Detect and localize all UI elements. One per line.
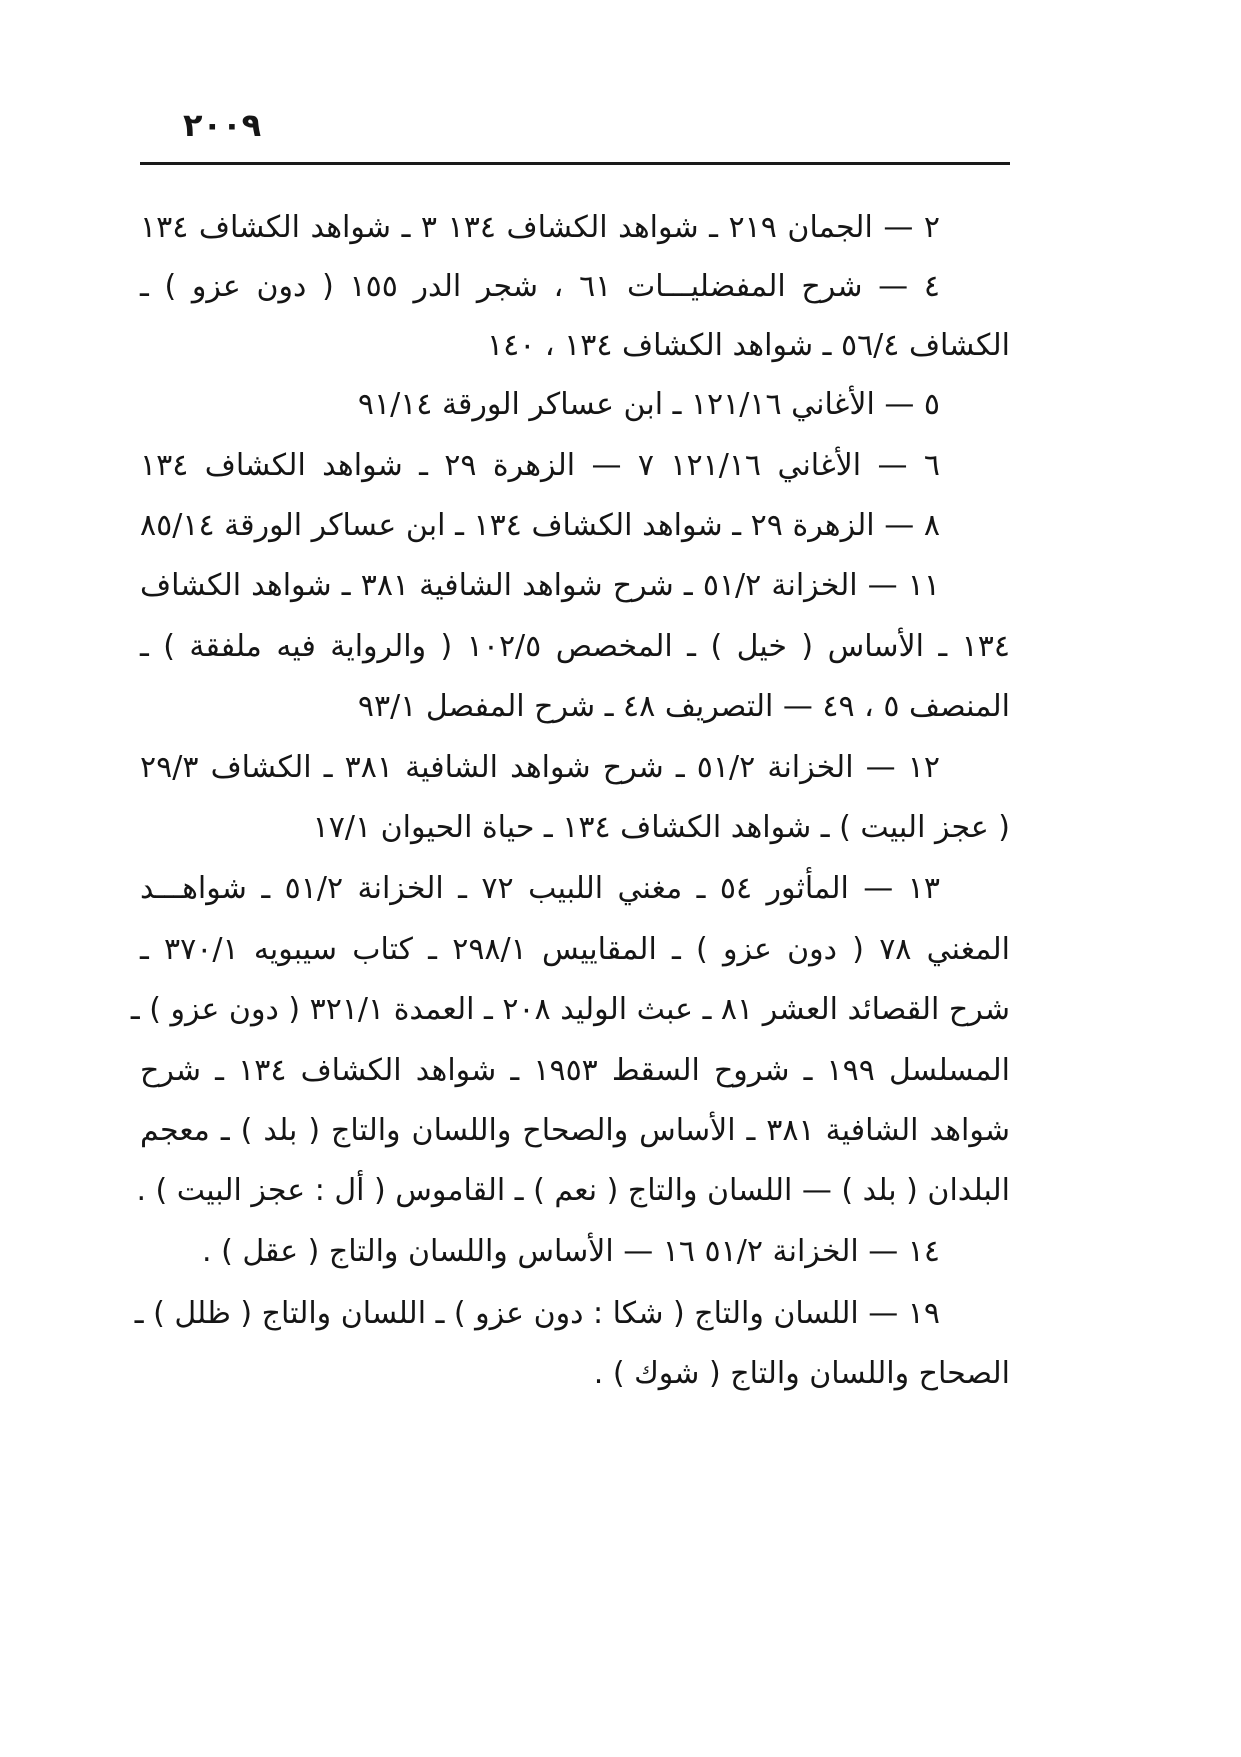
reference-line: ٤ — شرح المفضليـــات ٦١ ، شجر الدر ١٥٥ ( دون عزو ) ـ — [140, 269, 940, 304]
reference-line: المسلسل ١٩٩ ـ شروح السقط ١٩٥٣ ـ شواهد الكشاف ١٣٤ ـ شرح — [140, 1053, 1010, 1088]
reference-line: ١٣٤ ـ الأساس ( خيل ) ـ المخصص ١٠٢/٥ ( والرواية فيه ملفقة ) ـ — [140, 629, 1010, 664]
reference-line: ٦ — الأغاني ١٢١/١٦ ٧ — الزهرة ٢٩ ـ شواهد الكشاف ١٣٤ — [140, 448, 940, 483]
page-number: ٢٠٠٩ — [183, 106, 262, 144]
reference-line: ١٤ — الخزانة ٥١/٢ ١٦ — الأساس واللسان والتاج ( عقل ) . — [202, 1234, 940, 1269]
reference-line: ١٩ — اللسان والتاج ( شكا : دون عزو ) ـ اللسان والتاج ( ظلل ) ـ — [134, 1296, 940, 1331]
reference-line: شرح القصائد العشر ٨١ ـ عبث الوليد ٢٠٨ ـ العمدة ٣٢١/١ ( دون عزو ) ـ — [130, 992, 1010, 1027]
reference-line: البلدان ( بلد ) — اللسان والتاج ( نعم ) ـ القاموس ( أل : عجز البيت ) . — [136, 1173, 1010, 1208]
reference-line: ١١ — الخزانة ٥١/٢ ـ شرح شواهد الشافية ٣٨١ ـ شواهد الكشاف — [140, 568, 940, 603]
reference-line: ١٢ — الخزانة ٥١/٢ ـ شرح شواهد الشافية ٣٨١ ـ الكشاف ٢٩/٣ — [140, 750, 940, 785]
reference-line: ٥ — الأغاني ١٢١/١٦ ـ ابن عساكر الورقة ٩١/١٤ — [357, 387, 940, 422]
reference-line: ٨ — الزهرة ٢٩ ـ شواهد الكشاف ١٣٤ ـ ابن عساكر الورقة ٨٥/١٤ — [140, 508, 941, 543]
reference-line: المغني ٧٨ ( دون عزو ) ـ المقاييس ٢٩٨/١ ـ كتاب سيبويه ٣٧٠/١ ـ — [140, 932, 1011, 967]
references-body — [130, 0, 1011, 1757]
reference-line: ( عجز البيت ) ـ شواهد الكشاف ١٣٤ ـ حياة الحيوان ١٧/١ — [312, 810, 1010, 845]
reference-line: الصحاح واللسان والتاج ( شوك ) . — [593, 1356, 1010, 1391]
reference-line: المنصف ٥ ، ٤٩ — التصريف ٤٨ ـ شرح المفصل ٩٣/١ — [357, 689, 1010, 724]
reference-line: الكشاف ٥٦/٤ ـ شواهد الكشاف ١٣٤ ، ١٤٠ — [486, 328, 1010, 363]
reference-line: ٢ — الجمان ٢١٩ ـ شواهد الكشاف ١٣٤ ٣ ـ شواهد الكشاف ١٣٤ — [140, 210, 941, 245]
reference-line: شواهد الشافية ٣٨١ ـ الأساس والصحاح واللسان والتاج ( بلد ) ـ معجم — [140, 1113, 1011, 1148]
reference-line: ١٣ — المأثور ٥٤ ـ مغني اللبيب ٧٢ ـ الخزانة ٥١/٢ ـ شواهـــد — [140, 871, 941, 906]
